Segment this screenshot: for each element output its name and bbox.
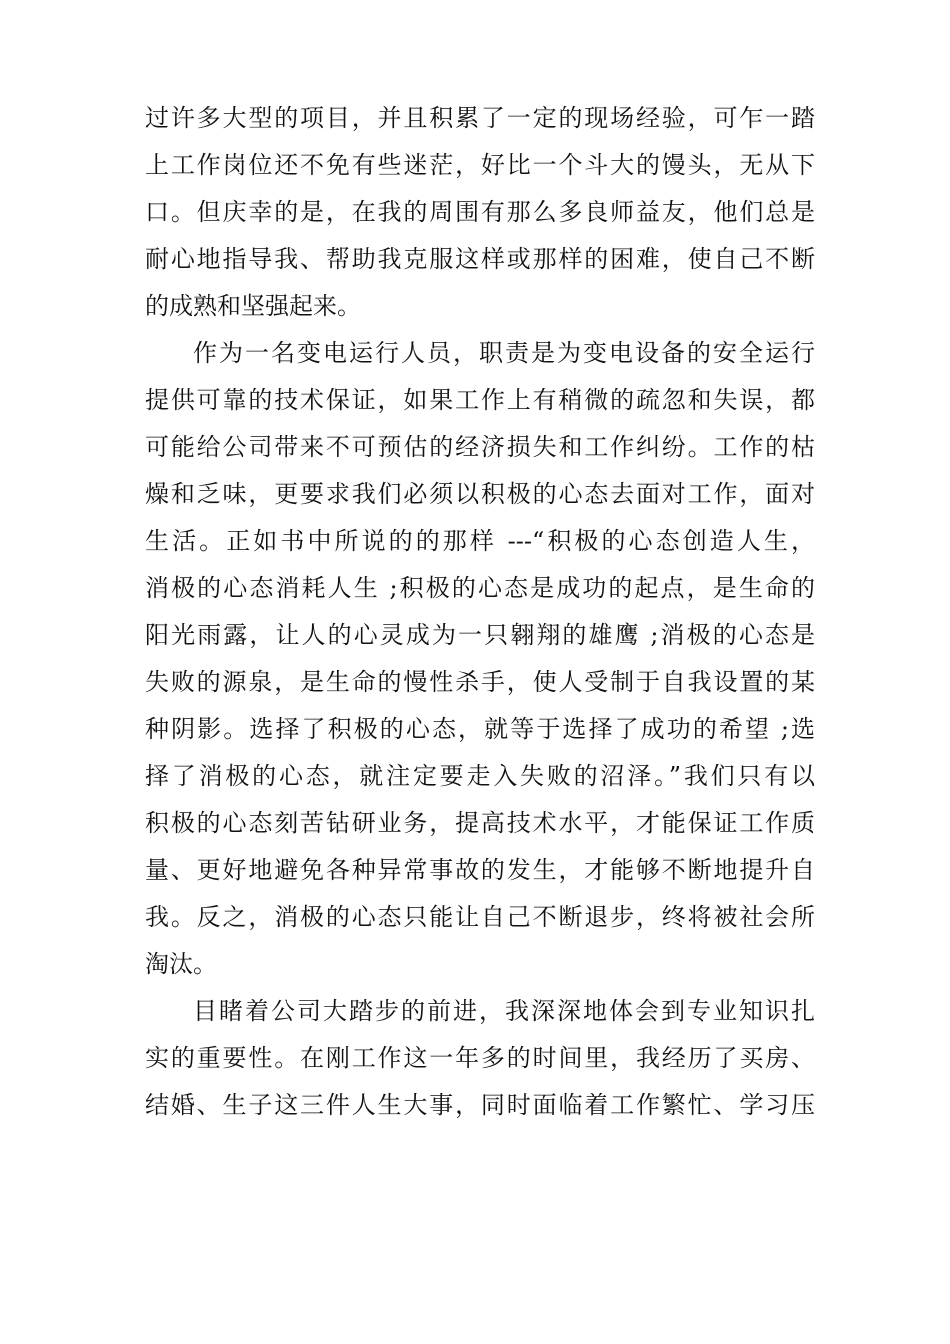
paragraph-1-line-5: 的成熟和坚强起来。 bbox=[145, 292, 361, 320]
paragraph-2-line-6: 消极的心态消耗人生 ;积极的心态是成功的起点，是生命的 bbox=[145, 574, 815, 602]
paragraph-1-line-1: 过许多大型的项目，并且积累了一定的现场经验，可乍一踏 bbox=[145, 104, 815, 132]
paragraph-3-line-3: 结婚、生子这三件人生大事，同时面临着工作繁忙、学习压 bbox=[145, 1091, 815, 1119]
paragraph-2-line-14: 淘汰。 bbox=[145, 950, 217, 978]
paragraph-1-line-4: 耐心地指导我、帮助我克服这样或那样的困难，使自己不断 bbox=[145, 245, 815, 273]
paragraph-2-line-1: 作为一名变电运行人员，职责是为变电设备的安全运行 bbox=[193, 339, 815, 367]
paragraph-3-line-1: 目睹着公司大踏步的前进，我深深地体会到专业知识扎 bbox=[193, 997, 815, 1025]
paragraph-2-line-7: 阳光雨露，让人的心灵成为一只翱翔的雄鹰 ;消极的心态是 bbox=[145, 621, 815, 649]
paragraph-1-line-3: 口。但庆幸的是，在我的周围有那么多良师益友，他们总是 bbox=[145, 198, 815, 226]
paragraph-3-line-2: 实的重要性。在刚工作这一年多的时间里，我经历了买房、 bbox=[145, 1044, 815, 1072]
document-body bbox=[145, 95, 815, 1129]
paragraph-2-line-3: 可能给公司带来不可预估的经济损失和工作纠纷。工作的枯 bbox=[145, 433, 815, 461]
paragraph-1-line-2: 上工作岗位还不免有些迷茫，好比一个斗大的馒头，无从下 bbox=[145, 151, 815, 179]
paragraph-2-line-4: 燥和乏味，更要求我们必须以积极的心态去面对工作，面对 bbox=[145, 480, 815, 508]
paragraph-2-line-11: 积极的心态刻苦钻研业务，提高技术水平，才能保证工作质 bbox=[145, 809, 815, 837]
paragraph-2-line-10: 择了消极的心态，就注定要走入失败的沼泽。”我们只有以 bbox=[145, 762, 815, 790]
paragraph-2-line-12: 量、更好地避免各种异常事故的发生，才能够不断地提升自 bbox=[145, 856, 815, 884]
paragraph-2-line-2: 提供可靠的技术保证，如果工作上有稍微的疏忽和失误，都 bbox=[145, 386, 815, 414]
paragraph-2-line-5: 生活。正如书中所说的的那样 ---“积极的心态创造人生， bbox=[145, 527, 815, 555]
paragraph-2-line-8: 失败的源泉，是生命的慢性杀手，使人受制于自我设置的某 bbox=[145, 668, 815, 696]
paragraph-2-line-13: 我。反之，消极的心态只能让自己不断退步，终将被社会所 bbox=[145, 903, 815, 931]
paragraph-2-line-9: 种阴影。选择了积极的心态，就等于选择了成功的希望 ;选 bbox=[145, 715, 815, 743]
